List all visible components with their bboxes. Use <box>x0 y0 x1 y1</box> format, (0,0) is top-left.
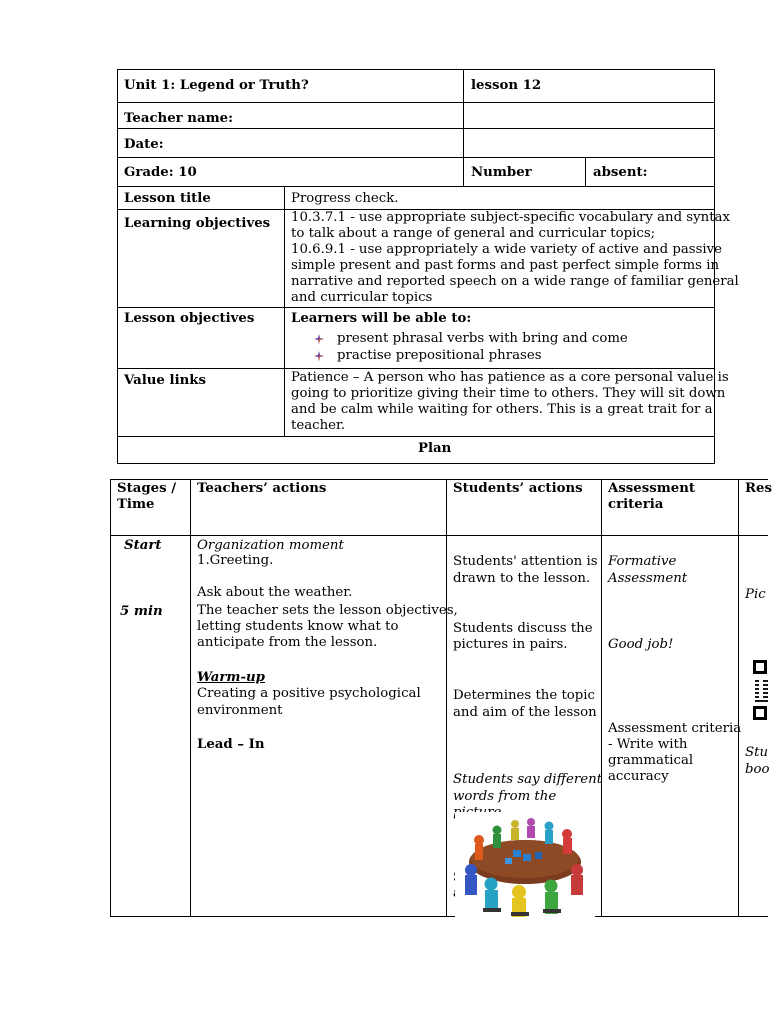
stage-start: Start <box>124 538 162 553</box>
resources-header: Res <box>745 481 772 496</box>
number-label: Number <box>471 165 532 180</box>
lesson-title-value: Progress check. <box>291 191 399 206</box>
bullet-icon <box>314 334 324 344</box>
formative-assessment-line: Formative <box>608 554 677 569</box>
row-divider <box>117 128 715 129</box>
objective-bullet-item: practise prepositional phrases <box>337 348 542 363</box>
value-links-line: and be calm while waiting for others. This is a great trait for a <box>291 402 713 417</box>
organization-moment: Organization moment <box>197 538 344 553</box>
qr-code-icon <box>753 660 768 720</box>
learning-objectives-label: Learning objectives <box>124 216 271 231</box>
students-say-line: words from the <box>453 789 557 804</box>
objective-bullet-item: present phrasal verbs with bring and come <box>337 331 628 346</box>
assessment-header: criteria <box>608 497 664 512</box>
students-partial-text: S <box>453 870 463 885</box>
plan-table-header-bottom <box>110 535 768 536</box>
lesson-number: lesson 12 <box>471 78 542 93</box>
students-discuss-line: Students discuss the <box>453 621 593 636</box>
row-divider <box>117 436 715 437</box>
assessment-criteria-line: - Write with <box>608 737 688 752</box>
learning-objective-line: 10.6.9.1 - use appropriately a wide variety of active and passive <box>291 242 723 257</box>
students-actions-header: Students’ actions <box>453 481 583 496</box>
lead-in-heading: Lead – In <box>197 737 265 752</box>
teamwork-table-image <box>455 812 595 917</box>
resources-students-book: boo <box>745 762 770 777</box>
warm-up-heading: Warm-up <box>197 670 265 685</box>
lesson-title-label: Lesson title <box>124 191 211 206</box>
column-divider <box>463 69 464 187</box>
grade-label: Grade: 10 <box>124 165 197 180</box>
row-divider <box>117 186 715 187</box>
learners-able-text: Learners will be able to: <box>291 311 472 326</box>
learning-objective-line: 10.3.7.1 - use appropriate subject-specific vocabulary and syntax <box>291 210 730 225</box>
students-say-line: Students say different <box>453 772 603 787</box>
resources-students-book: Stu <box>745 745 769 760</box>
assessment-criteria-line: accuracy <box>608 769 669 784</box>
plan-column-divider <box>446 479 447 917</box>
plan-column-divider <box>601 479 602 917</box>
teacher-name-label: Teacher name: <box>124 111 234 126</box>
bullet-icon <box>314 351 324 361</box>
value-links-line: teacher. <box>291 418 346 433</box>
stage-time: 5 min <box>120 604 163 619</box>
absent-label: absent: <box>593 165 648 180</box>
assessment-criteria-line: grammatical <box>608 753 694 768</box>
good-job-feedback: Good job! <box>608 637 674 652</box>
plan-table-top <box>110 479 768 480</box>
plan-column-divider <box>110 479 111 917</box>
weather-question: Ask about the weather. <box>197 585 353 600</box>
value-links-label: Value links <box>124 373 206 388</box>
learning-objective-line: narrative and reported speech on a wide range of familiar general <box>291 274 739 289</box>
assessment-criteria-line: Assessment criteria <box>608 721 742 736</box>
value-links-line: going to prioritize giving their time to others. They will sit down <box>291 386 726 401</box>
students-attention-line: Students' attention is <box>453 554 598 569</box>
row-divider <box>117 102 715 103</box>
plan-table-bottom <box>110 916 768 917</box>
resources-pictures: Pic <box>745 587 766 602</box>
assessment-header: Assessment <box>608 481 696 496</box>
objectives-line: letting students know what to <box>197 619 399 634</box>
unit-title: Unit 1: Legend or Truth? <box>124 78 309 93</box>
teachers-actions-header: Teachers’ actions <box>197 481 327 496</box>
positive-environment-line: Creating a positive psychological <box>197 686 421 701</box>
plan-heading: Plan <box>418 441 452 456</box>
row-divider <box>117 368 715 369</box>
students-topic-line: and aim of the lesson <box>453 705 597 720</box>
positive-environment-line: environment <box>197 703 283 718</box>
learning-objective-line: to talk about a range of general and curricular topics; <box>291 226 656 241</box>
row-divider <box>117 307 715 308</box>
value-links-line: Patience – A person who has patience as a core personal value is <box>291 370 729 385</box>
students-discuss-line: pictures in pairs. <box>453 637 568 652</box>
plan-column-divider <box>738 479 739 917</box>
plan-column-divider <box>190 479 191 917</box>
learning-objective-line: and curricular topics <box>291 290 433 305</box>
students-partial-text: a <box>453 886 461 901</box>
objectives-line: anticipate from the lesson. <box>197 635 378 650</box>
students-say-line: picture <box>453 805 502 820</box>
column-divider <box>284 186 285 437</box>
students-topic-line: Determines the topic <box>453 688 596 703</box>
column-divider <box>585 157 586 187</box>
stages-header: Time <box>117 497 155 512</box>
stages-header: Stages / <box>117 481 177 496</box>
students-attention-line: drawn to the lesson. <box>453 571 591 586</box>
lesson-objectives-label: Lesson objectives <box>124 311 255 326</box>
learning-objective-line: simple present and past forms and past perfect simple forms in <box>291 258 720 273</box>
date-label: Date: <box>124 137 164 152</box>
objectives-line: The teacher sets the lesson objectives, <box>197 603 458 618</box>
formative-assessment-line: Assessment <box>608 571 688 586</box>
greeting: 1.Greeting. <box>197 553 274 568</box>
row-divider <box>117 157 715 158</box>
